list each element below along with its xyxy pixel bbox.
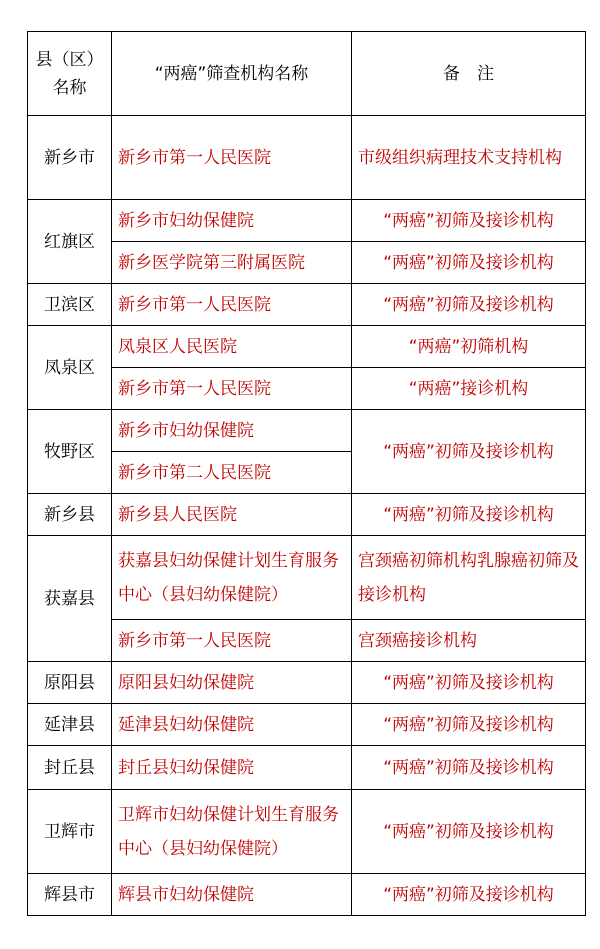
- county-cell: 原阳县: [28, 662, 112, 704]
- table-row: [28, 284, 586, 326]
- county-cell: 辉县市: [28, 874, 112, 916]
- county-cell: 获嘉县: [28, 536, 112, 662]
- institution-cell: 延津县妇幼保健院: [112, 704, 352, 746]
- county-cell: 红旗区: [28, 200, 112, 284]
- institution-cell: 新乡市妇幼保健院: [112, 410, 352, 452]
- header-institution: “两癌”筛查机构名称: [112, 32, 352, 116]
- county-cell: 卫辉市: [28, 790, 112, 874]
- institution-cell: 新乡医学院第三附属医院: [112, 242, 352, 284]
- county-cell: 卫滨区: [28, 284, 112, 326]
- institution-cell: 凤泉区人民医院: [112, 326, 352, 368]
- table-row: [28, 536, 586, 620]
- institution-cell: 原阳县妇幼保健院: [112, 662, 352, 704]
- note-cell: “两癌”初筛及接诊机构: [352, 410, 586, 494]
- table-row: [28, 494, 586, 536]
- institution-cell: 新乡县人民医院: [112, 494, 352, 536]
- table-row: [28, 662, 586, 704]
- institution-cell: 获嘉县妇幼保健计划生育服务中心（县妇幼保健院）: [112, 536, 352, 620]
- note-cell: 宫颈癌接诊机构: [352, 620, 586, 662]
- institution-cell: 新乡市妇幼保健院: [112, 200, 352, 242]
- screening-table: [27, 31, 586, 916]
- table-row: [28, 704, 586, 746]
- table-row: [28, 242, 586, 284]
- county-cell: 牧野区: [28, 410, 112, 494]
- note-cell: “两癌”接诊机构: [352, 368, 586, 410]
- table-row: [28, 368, 586, 410]
- table-row: [28, 874, 586, 916]
- county-cell: 新乡县: [28, 494, 112, 536]
- institution-cell: 辉县市妇幼保健院: [112, 874, 352, 916]
- table-row: [28, 326, 586, 368]
- table-row: [28, 790, 586, 874]
- table-row: [28, 410, 586, 452]
- institution-cell: 新乡市第二人民医院: [112, 452, 352, 494]
- table-row: [28, 116, 586, 200]
- note-cell: “两癌”初筛及接诊机构: [352, 284, 586, 326]
- institution-cell: 新乡市第一人民医院: [112, 116, 352, 200]
- county-cell: 封丘县: [28, 746, 112, 790]
- note-cell: “两癌”初筛及接诊机构: [352, 662, 586, 704]
- table-row: [28, 746, 586, 790]
- header-county: 县（区）名称: [28, 32, 112, 116]
- header-note: 备 注: [352, 32, 586, 116]
- institution-cell: 卫辉市妇幼保健计划生育服务中心（县妇幼保健院）: [112, 790, 352, 874]
- institution-cell: 封丘县妇幼保健院: [112, 746, 352, 790]
- institution-cell: 新乡市第一人民医院: [112, 620, 352, 662]
- note-cell: “两癌”初筛及接诊机构: [352, 704, 586, 746]
- note-cell: “两癌”初筛及接诊机构: [352, 242, 586, 284]
- note-cell: “两癌”初筛及接诊机构: [352, 746, 586, 790]
- county-cell: 延津县: [28, 704, 112, 746]
- county-cell: 新乡市: [28, 116, 112, 200]
- table-row: [28, 620, 586, 662]
- note-cell: 宫颈癌初筛机构乳腺癌初筛及接诊机构: [352, 536, 586, 620]
- note-cell: “两癌”初筛及接诊机构: [352, 790, 586, 874]
- county-cell: 凤泉区: [28, 326, 112, 410]
- note-cell: “两癌”初筛及接诊机构: [352, 200, 586, 242]
- institution-cell: 新乡市第一人民医院: [112, 368, 352, 410]
- header-row: [28, 32, 586, 116]
- institution-cell: 新乡市第一人民医院: [112, 284, 352, 326]
- note-cell: “两癌”初筛及接诊机构: [352, 874, 586, 916]
- note-cell: 市级组织病理技术支持机构: [352, 116, 586, 200]
- note-cell: “两癌”初筛机构: [352, 326, 586, 368]
- note-cell: “两癌”初筛及接诊机构: [352, 494, 586, 536]
- table-row: [28, 200, 586, 242]
